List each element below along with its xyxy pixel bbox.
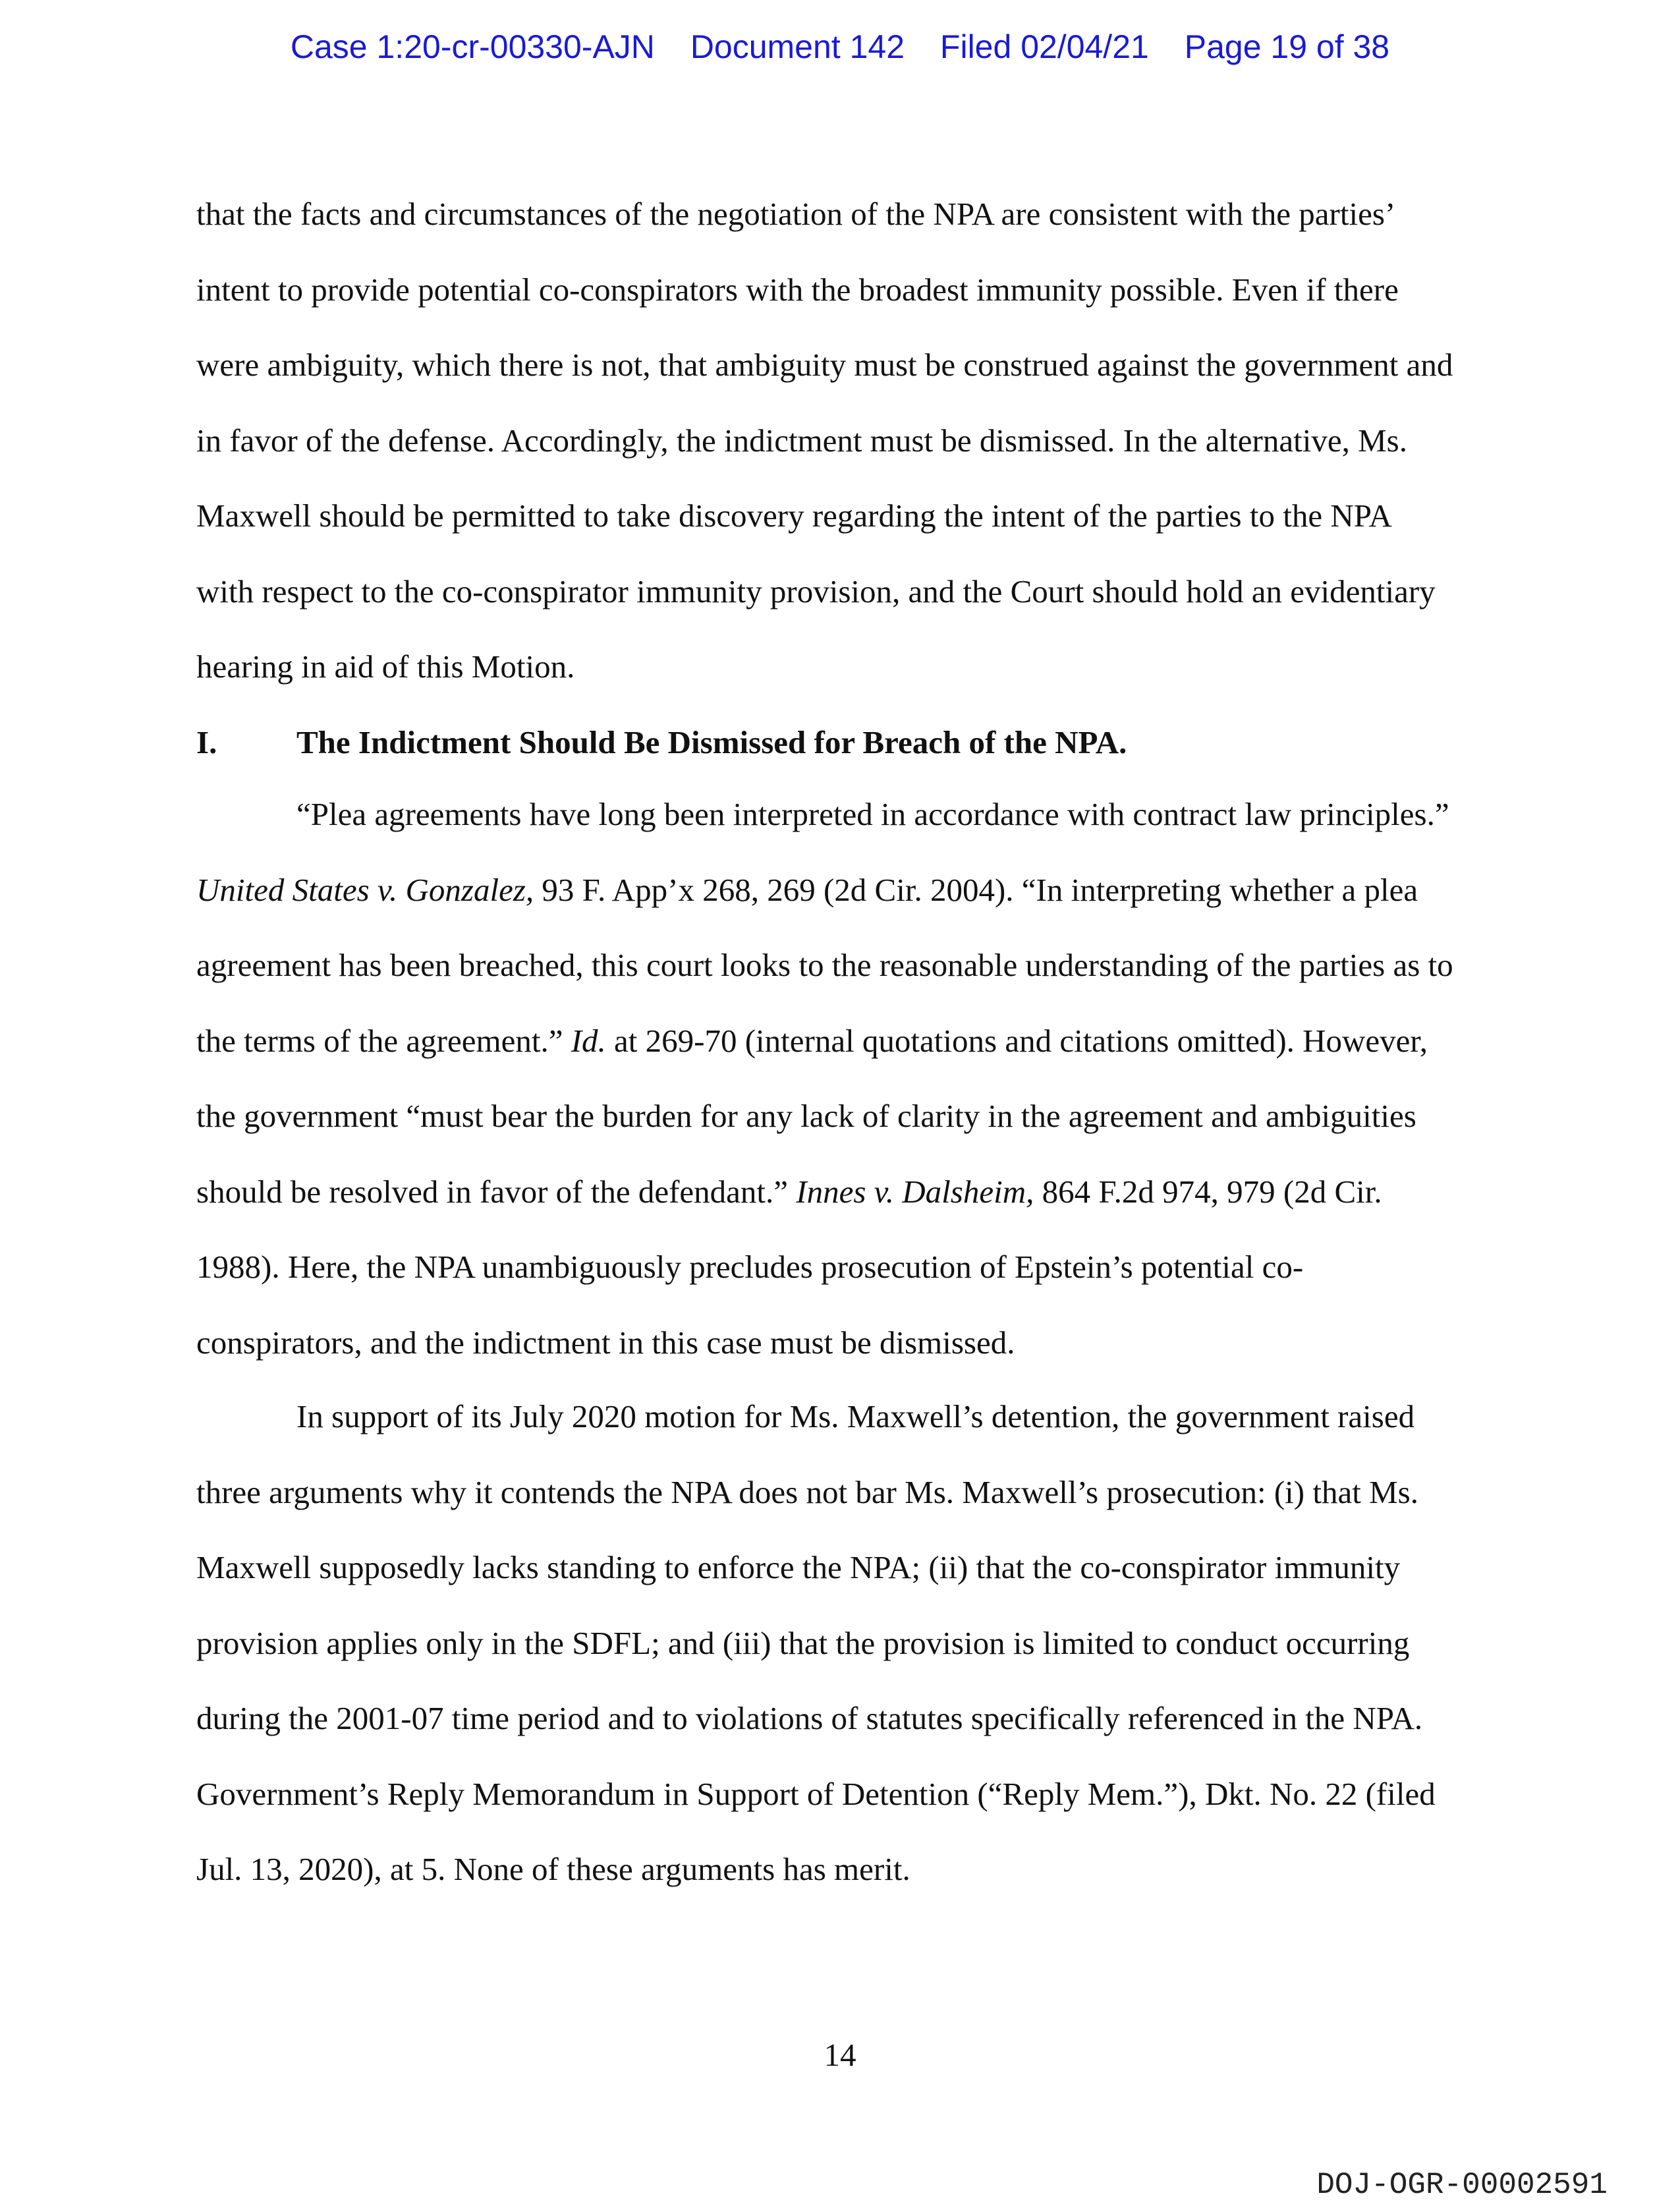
document-number: Document 142 — [690, 28, 905, 65]
page-indicator: Page 19 of 38 — [1184, 28, 1390, 65]
text-line: conspirators, and the indictment in this case must be dismissed. — [196, 1324, 1015, 1361]
quote-text: should be resolved in favor of the defendant.” — [196, 1173, 797, 1210]
section-title: The Indictment Should Be Dismissed for Breach of the NPA. — [296, 723, 1127, 760]
text-line — [196, 1154, 1488, 1230]
case-citation: United States v. Gonzalez, — [196, 871, 534, 908]
paragraph-3 — [196, 1379, 1488, 1908]
text-line: during the 2001-07 time period and to violations of statutes specifically referenced in the NPA. — [196, 1700, 1423, 1736]
text-line: hearing in aid of this Motion. — [196, 648, 575, 685]
id-citation: Id. — [571, 1022, 606, 1059]
page-number: 14 — [824, 2037, 856, 2073]
citation-text: at 269-70 (internal quotations and citations omitted). However, — [605, 1022, 1428, 1059]
text-line: three arguments why it contends the NPA does not bar Ms. Maxwell’s prosecution: (i) that Ms. — [196, 1473, 1418, 1510]
citation-text: 93 F. App’x 268, 269 (2d Cir. 2004). “In interpreting whether a plea — [534, 871, 1418, 908]
text-line: 1988). Here, the NPA unambiguously precludes prosecution of Epstein’s potential co- — [196, 1249, 1304, 1285]
section-heading — [196, 705, 1488, 781]
text-line: Maxwell supposedly lacks standing to enforce the NPA; (ii) that the co-conspirator immunity — [196, 1549, 1401, 1585]
quote-text: the terms of the agreement.” — [196, 1022, 571, 1059]
section-number: I. — [196, 723, 217, 760]
text-line — [196, 853, 1488, 928]
case-header — [0, 28, 1680, 66]
text-line: intent to provide potential co-conspirators with the broadest immunity possible. Even if there — [196, 271, 1399, 308]
text-line: with respect to the co-conspirator immunity provision, and the Court should hold an evidentiary — [196, 573, 1436, 610]
citation-text: 864 F.2d 974, 979 (2d Cir. — [1034, 1173, 1382, 1210]
text-line: Government’s Reply Memorandum in Support of Detention (“Reply Mem.”), Dkt. No. 22 (filed — [196, 1775, 1436, 1812]
text-line: Jul. 13, 2020), at 5. None of these arguments has merit. — [196, 1851, 910, 1887]
paragraph-1 — [196, 177, 1488, 780]
text-line: Maxwell should be permitted to take discovery regarding the intent of the parties to the NPA — [196, 497, 1392, 534]
text-line: the government “must bear the burden for any lack of clarity in the agreement and ambiguities — [196, 1098, 1416, 1134]
text-line: In support of its July 2020 motion for Ms. Maxwell’s detention, the government raised — [296, 1398, 1415, 1434]
case-citation: Innes v. Dalsheim, — [796, 1173, 1034, 1210]
text-line: in favor of the defense. Accordingly, the indictment must be dismissed. In the alternative, Ms. — [196, 422, 1407, 459]
paragraph-2 — [196, 777, 1488, 1380]
text-line: agreement has been breached, this court looks to the reasonable understanding of the parties as to — [196, 947, 1453, 983]
filed-date: Filed 02/04/21 — [939, 28, 1149, 65]
text-line: provision applies only in the SDFL; and (iii) that the provision is limited to conduct occurring — [196, 1624, 1410, 1661]
text-line — [196, 1004, 1488, 1079]
text-line: that the facts and circumstances of the negotiation of the NPA are consistent with the parties’ — [196, 196, 1396, 232]
bates-number: DOJ-OGR-00002591 — [1316, 2168, 1608, 2202]
case-number: Case 1:20-cr-00330-AJN — [290, 28, 655, 65]
text-line: were ambiguity, which there is not, that ambiguity must be construed against the government and — [196, 347, 1453, 383]
text-line: “Plea agreements have long been interpreted in accordance with contract law principles.” — [296, 796, 1449, 832]
